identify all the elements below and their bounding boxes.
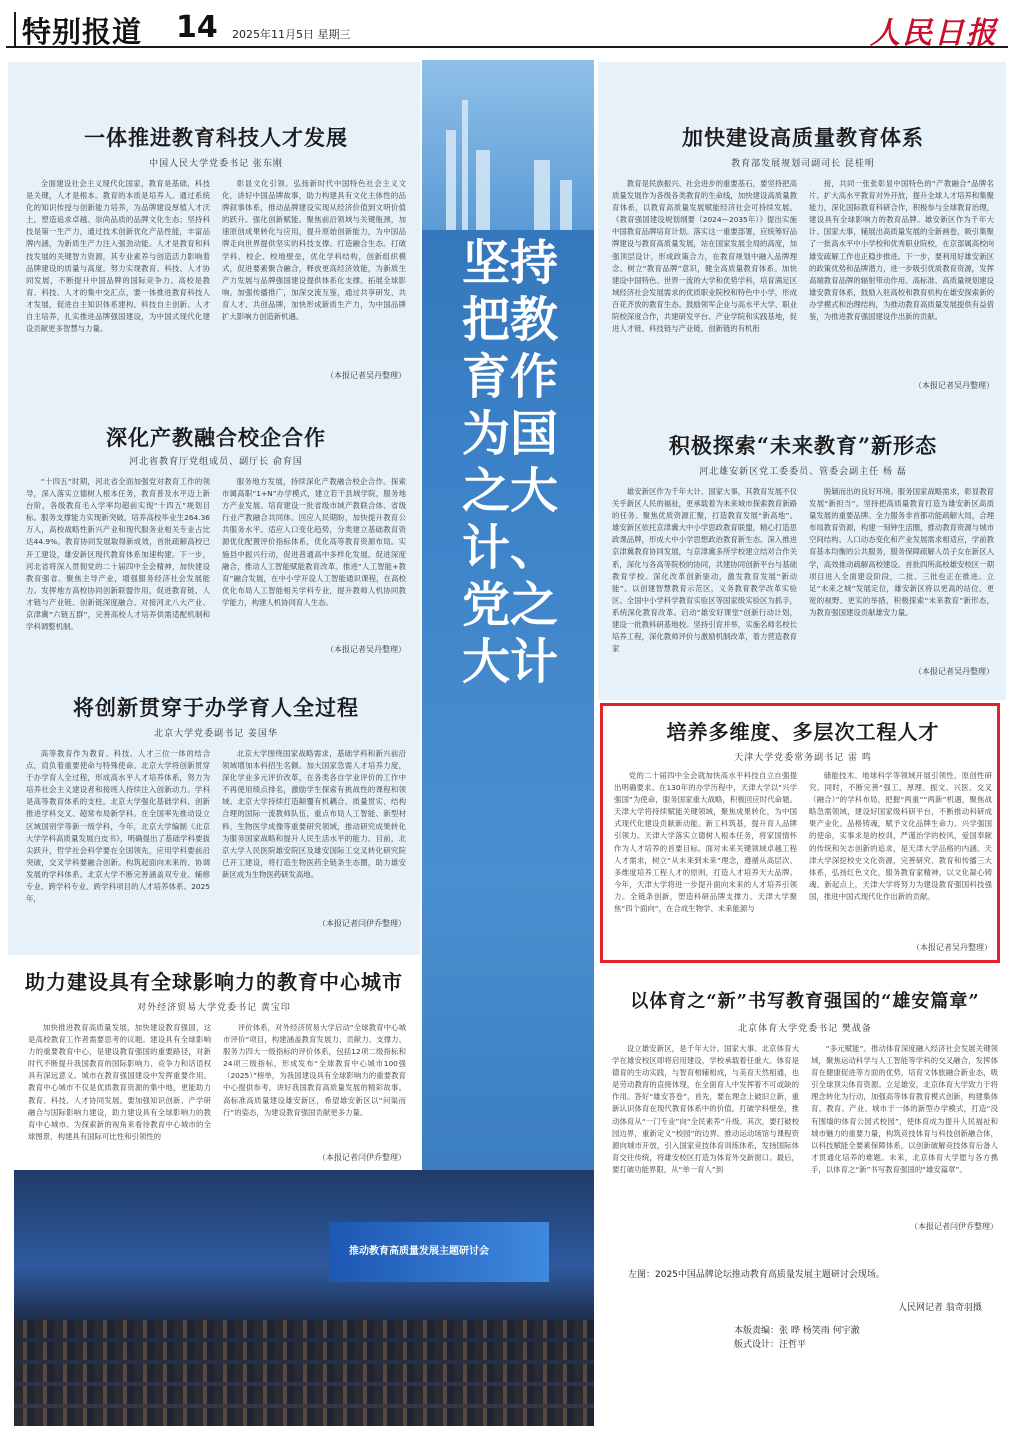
article-column: 脱颖而出的良好环境。服务国家战略需求，彰显教育发展“新担当”。坚持把高质量教育打造为雄安新区高质量发展的重要品牌。全力服务非首都功能疏解大局，合理布局教育资源，构建一刻钟生活圈，推动教育资源与城市空间结构、人口动态变化和产业发展需求相适应，学前教育基本均衡的公共服务，服务保障疏解人员子女在新区入学，高效推动疏解高校建设。首批四所高校雄安校区一期项目进入全面建设阶段，二批、三批也正在推进。立足“未来之城”发展定位，雄安新区将以更高的站位、更宽的视野、更实的举措，积极探索“未来教育”新形态，为教育强国建设贡献雄安力量。: [809, 487, 994, 617]
article-byline: 北京大学党委副书记 姜国华: [154, 729, 278, 739]
masthead: [6, 6, 1008, 51]
article-title: 以体育之“新”书写教育强国的“雄安篇章”: [630, 991, 980, 1012]
conference-photo: [14, 1170, 594, 1426]
article-engineering-talent: [614, 712, 992, 958]
article-column: 教育是民族振兴、社会进步的重要基石，要坚持把高质量发展作为各级各类教育的生命线，加快建设高质量教育体系，以教育高质量发展赋能经济社会可持续发展。《教育强国建设规划纲要（2024—2035年）》提出实施中国教育品牌培育计划。落实这一重要部署，应统筹好品牌建设与教育高质量发展，站在国家发展全局的高度，加强顶层设计，形成政策合力，在教育规划中融入品牌理念。树立“教育品牌”意识，健全高质量教育体系。加快建设中国特色、世界一流的大学和优势学科，培育满足区域经济社会发展需求的优质职业院校和特色中小学，形成百花齐放的教育生态。鼓励领军企业与高水平大学、职业院校深度合作，共建研发平台、产业学院和实践基地，促进人才链、科技链与产业链、创新链的有机衔: [612, 179, 797, 334]
section-title: 特别报道: [22, 15, 143, 49]
article-credit: （本报记者闫伊乔整理）: [318, 1153, 406, 1162]
banner-headline: 坚持把教育作为国之大计、党之大计: [462, 235, 559, 690]
article-credit: （本报记者闫伊乔整理）: [318, 919, 406, 928]
article-credit: （本报记者闫伊乔整理）: [910, 1222, 998, 1231]
article-title: 助力建设具有全球影响力的教育中心城市: [25, 970, 403, 994]
article-column: “十四五”时期，河北省全面加强党对教育工作的领导，深入落实立德树人根本任务，教育普及水平迈上新台阶，各级教育毛入学率均超前实现“十四五”规划目标。服务支撑能力实现新突破，培养高校毕业生264.36万人，高校战略性新兴产业和现代服务业相关专业占比达44.9%。教育协同发展取得新成效，首批疏解高校已开工建设，雄安新区现代教育体系加速构建。下一步，河北省将深入贯彻党的二十届四中全会精神，加快建设教育强省。聚焦主导产业，增强服务经济社会发展能力。发挥地方高校协同创新联盟作用，促进教育链、人才链与产业链、创新链深度融合。对接河北八大产业、京津冀“六链五群”，完善高校人才培养供需适配机制和学科调整机制。: [26, 477, 210, 632]
article-column: 雄安新区作为千年大计、国家大事，其教育发展不仅关乎新区人民的福祉，更承载着为未来城市探索教育新路的任务。聚焦优质资源汇聚，打造教育发展“新高地”。雄安新区依托京津冀大中小学思政教育联盟，精心打造思政课品牌，形成大中小学思想政治教育新生态。深入推进京津冀教育协同发展，与京津冀多所学校建立结对合作关系，深化与各高等院校的协同，共建协同创新平台与基础教育学校。深化改革创新驱动，激发教育发展“新动能”。以创建智慧教育示范区，义务教育教学改革实验区、全国中小学科学教育实验区等国家级实验区为抓手，系统深化教育改革。启动“雄安好课堂”创新行动计划，建设一批教科研基地校。坚持引育并举，实施名师名校长培养工程，深化教师评价与激励机制改革，着力营造教育家: [612, 487, 797, 654]
article-column: 党的二十届四中全会就加快高水平科技自立自强提出明确要求。在130年的办学历程中，天津大学以“兴学强国”为使命，服务国家重大战略，积极回应时代命题。天津大学将持续赋能关键领域，聚焦成果转化，为中国式现代化建设贡献新动能。新工科筑基，提升育人品牌引领力。天津大学落实立德树人根本任务，将家国情怀作为人才培养的首要目标。面对未来关键领域卓越工程人才需求，树立“从未来到未来”理念，遵循从高层次、多维度培养工程人才的原则，打造人才培养天大品牌。今年，天津大学将进一步提升面向未来的人才培养引领力。全链条创新，塑造科研品牌支撑力。天津大学聚焦“四个面向”，在合成生物学、未来能源与: [614, 771, 797, 914]
article-byline: 天津大学党委常务副书记 雷 鸣: [734, 753, 872, 763]
article-column: 北京大学围绕国家战略需求，基础学科和新兴前沿领域增加本科招生名额。加大国家急需人才培养力度，深化学业多元评价改革，在各类各自学业评价的工作中不再使用绩点排名，激励学生探索有挑战性的课程和领域。北京大学持续打造颠覆有机耦合、质量贯实、结构合理的国际一流教师队伍，重点布局人工智能、新型材料、生物医学成像等重要研究领域，推动研究成果转化为服务国家战略和提升人民生活水平的能力。目前，北京大学人民医院雄安院区及雄安国际工交叉转化研究院已开工建设，将打造生物医药全链条生态圈，助力雄安新区成为生物医药研发高地。: [222, 749, 406, 879]
article-column: 接，共同一张张彰显中国特色的“产教融合”品牌名片。扩大高水平教育对外开放，提升全球人才培养和集聚能力，深化国际教育科研合作，积极参与全球教育治理，建设具有全球影响力的教育品牌。雄安新区作为千年大计、国家大事，辅展出高质量发展的全新画卷，吸引集聚了一批高水平中小学校和优秀职业院校，在京部属高校向雄安疏解工作也正稳步推进。下一步，要利用好雄安新区的政策优势和品牌潜力，进一步吸引优质教育资源，发挥高端教育品牌的辐射带动作用。高标准、高质量规划建设雄安教育体系，鼓励入驻高校和教育机构在雄安探索新的办学模式和治理结构，为推动教育高质量发展提供有益借鉴，为推进教育强国建设作出新的贡献。: [809, 179, 994, 322]
article-innovation-education: [26, 690, 406, 940]
article-byline: 河北省教育厅党组成员、副厅长 俞育国: [129, 457, 303, 467]
article-title: 积极探索“未来教育”新形态: [668, 433, 938, 458]
article-global-education-city: [14, 962, 414, 1168]
editors-line: 本版责编：张 晔 杨笑雨 何宇澈: [734, 1326, 860, 1336]
article-title: 深化产教融合校企合作: [106, 425, 326, 450]
article-column: 服务地方发展，持续深化产教融合校企合作。探索市属高职“1+N”办学模式，建立若干县域学院，服务地方产业发展。培育建设一批省级市域产教联合体、省级行业产教融合共同体。回应人民期盼，加快提升教育公共服务水平。适应人口变化趋势，分类建立基础教育资源优化配置评价指标体系，优化高等教育资源布局。实施县中振兴行动，促进普通高中多样化发展。促进深度融合，推动人工智能赋能教育改革。推进“人工智能+教育”融合发展，在中小学开设人工智能通识课程，在高校优化布局人工智能相关学科专业，提升教师人机协同教学能力，构建人机协同育人生态。: [222, 477, 406, 607]
article-education-sci-tech: [26, 118, 406, 388]
audience-row: [14, 1386, 594, 1404]
article-credit: （本报记者吴丹整理）: [326, 371, 406, 380]
article-title: 加快建设高质量教育体系: [682, 125, 924, 150]
article-credit: （本报记者吴丹整理）: [326, 645, 406, 654]
article-column: “多元赋能”。推动体育深度融入经济社会发展关键领域，聚焦运动科学与人工智能等学科的交叉融合，发挥体育在健康促进等方面的优势，培育文体旅融合新业态，吸引全球顶尖体育资源。立足雄安，北京体育大学致力于将理念转化为行动，加强高等体育教育模式创新，构建集体育、教育、产业、城市于一体的新型办学模式，打造“没有围墙的体育公园式校园”，使体育成为提升人民福祉和城市魅力的重要力量，构筑竞技体育与科技创新融合体，以科技赋能全要素保障体系，以创新破解竞技体育后备人才贯通化培养的难题。未来，北京体育大学愿与各方携手，以体育之“新”书写教育强国的“雄安篇章”。: [811, 1044, 998, 1174]
article-column: 全面建设社会主义现代化国家，教育是基础，科技是关键，人才是根本。教育的本质是培养人。通过系统化的知识传授与创新能力培养，为品牌建设厚植人才沃土，塑造追求卓越、崇尚品质的品牌文化生态；坚持科技是第一生产力，通过技术创新优化产品性能，丰富品牌内涵，为新质生产力注入强劲动能。人才是教育和科技发展的关键智力资源，其专业素养与创造活力影响着品牌建设的质量与高度。努力实现教育、科技、人才协同发展，不断提升中国品牌的国际竞争力。高校是教育、科技、人才的集中交汇点，要一体推进教育科技人才发展，促进自主知识体系建构、科技自主创新、人才自主培养，扎实推进品牌强国建设，为中国式现代化建设贡献更多智慧与力量。: [26, 179, 210, 334]
article-title: 将创新贯穿于办学育人全过程: [73, 695, 359, 720]
layout-designer-line: 版式设计：汪哲平: [734, 1340, 807, 1350]
issue-date: 2025年11月5日 星期三: [232, 28, 351, 41]
skyline-tower: [462, 100, 468, 230]
audience-row: [14, 1408, 594, 1426]
article-credit: （本报记者吴丹整理）: [914, 667, 994, 676]
article-byline: 中国人民大学党委书记 张东刚: [149, 159, 283, 169]
skyline-tower: [446, 130, 456, 230]
skyline-tower: [560, 180, 572, 230]
article-industry-education: [26, 418, 406, 658]
article-column: 储能技术、地球科学等领域开展引领性、原创性研究。同时，不断完善“强工、厚理、振文、兴医、交叉（融合）”的学科布局，把握“两重”“两新”机遇，聚焦战略急需领域，建设好国家级科研平台，不断推动科研成果产业化。品格铸魂，赋予文化品牌生命力。兴学强国的使命，实事求是的校训，严谨治学的校风，爱国奉献的传统和矢志创新的追求，是天津大学品格的内涵。天津大学深挖校史文化资源，完善研究、教育和传播三大体系，弘扬红色文化，服务教育家精神，以文化凝心铸魂。新起点上，天津大学将努力为建设教育强国科技强国，推进中国式现代化作出新的贡献。: [809, 771, 992, 901]
article-byline: 教育部发展规划司副司长 昆桂明: [731, 159, 875, 169]
article-quality-education-system: [612, 118, 994, 393]
article-title: 培养多维度、多层次工程人才: [666, 720, 940, 744]
article-credit: （本报记者吴丹整理）: [912, 943, 992, 952]
article-column: 彰显文化引领。弘扬新时代中国特色社会主义文化，讲好中国品牌故事，助力构建具有文化主体性的品牌叙事体系，推动品牌建设实现从经济价值到文明价值的跃升。强化创新赋能。聚焦前沿领域与关键瓶颈，加速原创成果转化与应用，提升原始创新能力，为中国品牌走向世界提供坚实的科技支撑。打造融合生态。打破学科、校企、校地壁垒，优化学科结构，创新组织模式，促进要素聚合融合，释放更高经济效能，为新质生产力发展与品牌强国建设提供体系化支撑。拓展全球影响。加强传播推广，加深交流互鉴，通过共享研发、共育人才、共创品牌，加快形成新质生产力，为中国品牌扩大影响力创造新机遇。: [222, 179, 406, 322]
article-byline: 对外经济贸易大学党委书记 黄宝印: [137, 1003, 291, 1013]
article-byline: 河北雄安新区党工委委员、管委会副主任 杨 磊: [699, 467, 907, 477]
page-number: 14: [176, 10, 218, 45]
audience-row: [14, 1342, 594, 1360]
article-column: 高等教育作为教育、科技、人才三位一体的结合点，肩负着重要使命与特殊使命。北京大学将创新贯穿于办学育人全过程，形成高水平人才培养体系，努力为培养社会主义建设者和接班人持续注入创新动力。学科是高等教育体系的支柱。北京大学强化基础学科、创新推进学科交叉、超常布局新学科。在全国率先推动设立区域国别学等新一级学科，今年，北京大学编制《北京大学学科高质量发展白皮书》，明确提出了基础学科要拔尖跃升，哲学社会科学要在全国领先，应用学科要前沿突破，交叉学科要融合创新。构筑起面向未来的、协调发展的学科体系。北京大学不断完善涵盖双专业、辅修专业、跨学科专业、跨学科项目的人才培养体系。2025年，: [26, 749, 210, 904]
article-byline: 北京体育大学党委书记 樊战备: [738, 1024, 872, 1034]
skyline-tower: [534, 160, 550, 230]
photo-caption: 左图：2025中国品牌论坛推动教育高质量发展主题研讨会现场。: [628, 1270, 885, 1280]
skyline-tower: [476, 150, 490, 230]
photo-credit: 人民网记者 翁奇羽摄: [898, 1303, 982, 1313]
audience-row: [14, 1320, 594, 1338]
article-column: 加快推进教育高质量发展，加快建设教育强国，这是高校教育工作者需要思考的议题。建设具有全球影响力的重要教育中心，是建设教育强国的重要路径，对新时代不断提升我国教育的国际影响力、竞争力和话语权具有深远意义。城市在教育强国建设中发挥重要作用。教育中心城市不仅是优质教育资源的集中地，更能助力教育、科技、人才协同发展。要加强知识创新、产学研融合与国际影响力建设，助力建设具有全球影响力的教育中心城市。为探索新的视角来看待教育中心城市的全球图景，构建具有国际可比性和引领性的: [28, 1023, 211, 1141]
article-xiongan-sports: [612, 985, 998, 1245]
skyline-image: [422, 60, 594, 230]
stage-screen-text: 推动教育高质量发展主题研讨会: [349, 1246, 489, 1257]
newspaper-logo: 人民日报: [870, 16, 998, 51]
article-title: 一体推进教育科技人才发展: [84, 125, 348, 150]
article-column: 设立雄安新区，是千年大计、国家大事。北京体育大学在雄安校区即将启用建设，学校承载着任重大。体育是德育的生动实践，与智育相辅相成，与美育天然相通，也是劳动教育的直接体现，在全面育人中发挥着不可或缺的作用。答好“雄安答卷”，首先，要在理念上破旧立新，重新认识体育在现代教育体系中的价值。打破学科壁垒，推动体育从“一门专业”向“全民素养”升级。其次，要打破校园边界，重新定义“校园”的边界。推动运动场馆与课程资源向城市开放，引入国家竞技体育训练体系，发扬国际体育交往传统，将雄安校区打造为体育外交新窗口。最后，要打破功能界限，从“单一育人”到: [612, 1044, 799, 1174]
audience-row: [14, 1364, 594, 1382]
article-credit: （本报记者吴丹整理）: [914, 381, 994, 390]
editor-credits: [734, 1324, 860, 1352]
article-column: 评价体系，对外经济贸易大学启动“全球教育中心城市评价”项目，构建涵盖教育发展力、贡献力、支撑力、服务力四大一级指标的评价体系，包括12项二级指标和24项三级指标，形成发布“全球教育中心城市100强（2025）”榜单，为我国建设具有全球影响力的重要教育中心提供参考，讲好我国教育高质量发展的精彩故事。高标准高质量建设雄安新区，希望雄安新区以“问渠而行”的姿态，为建设教育强国贡献更多力量。: [223, 1023, 406, 1117]
article-future-education: [612, 428, 994, 678]
